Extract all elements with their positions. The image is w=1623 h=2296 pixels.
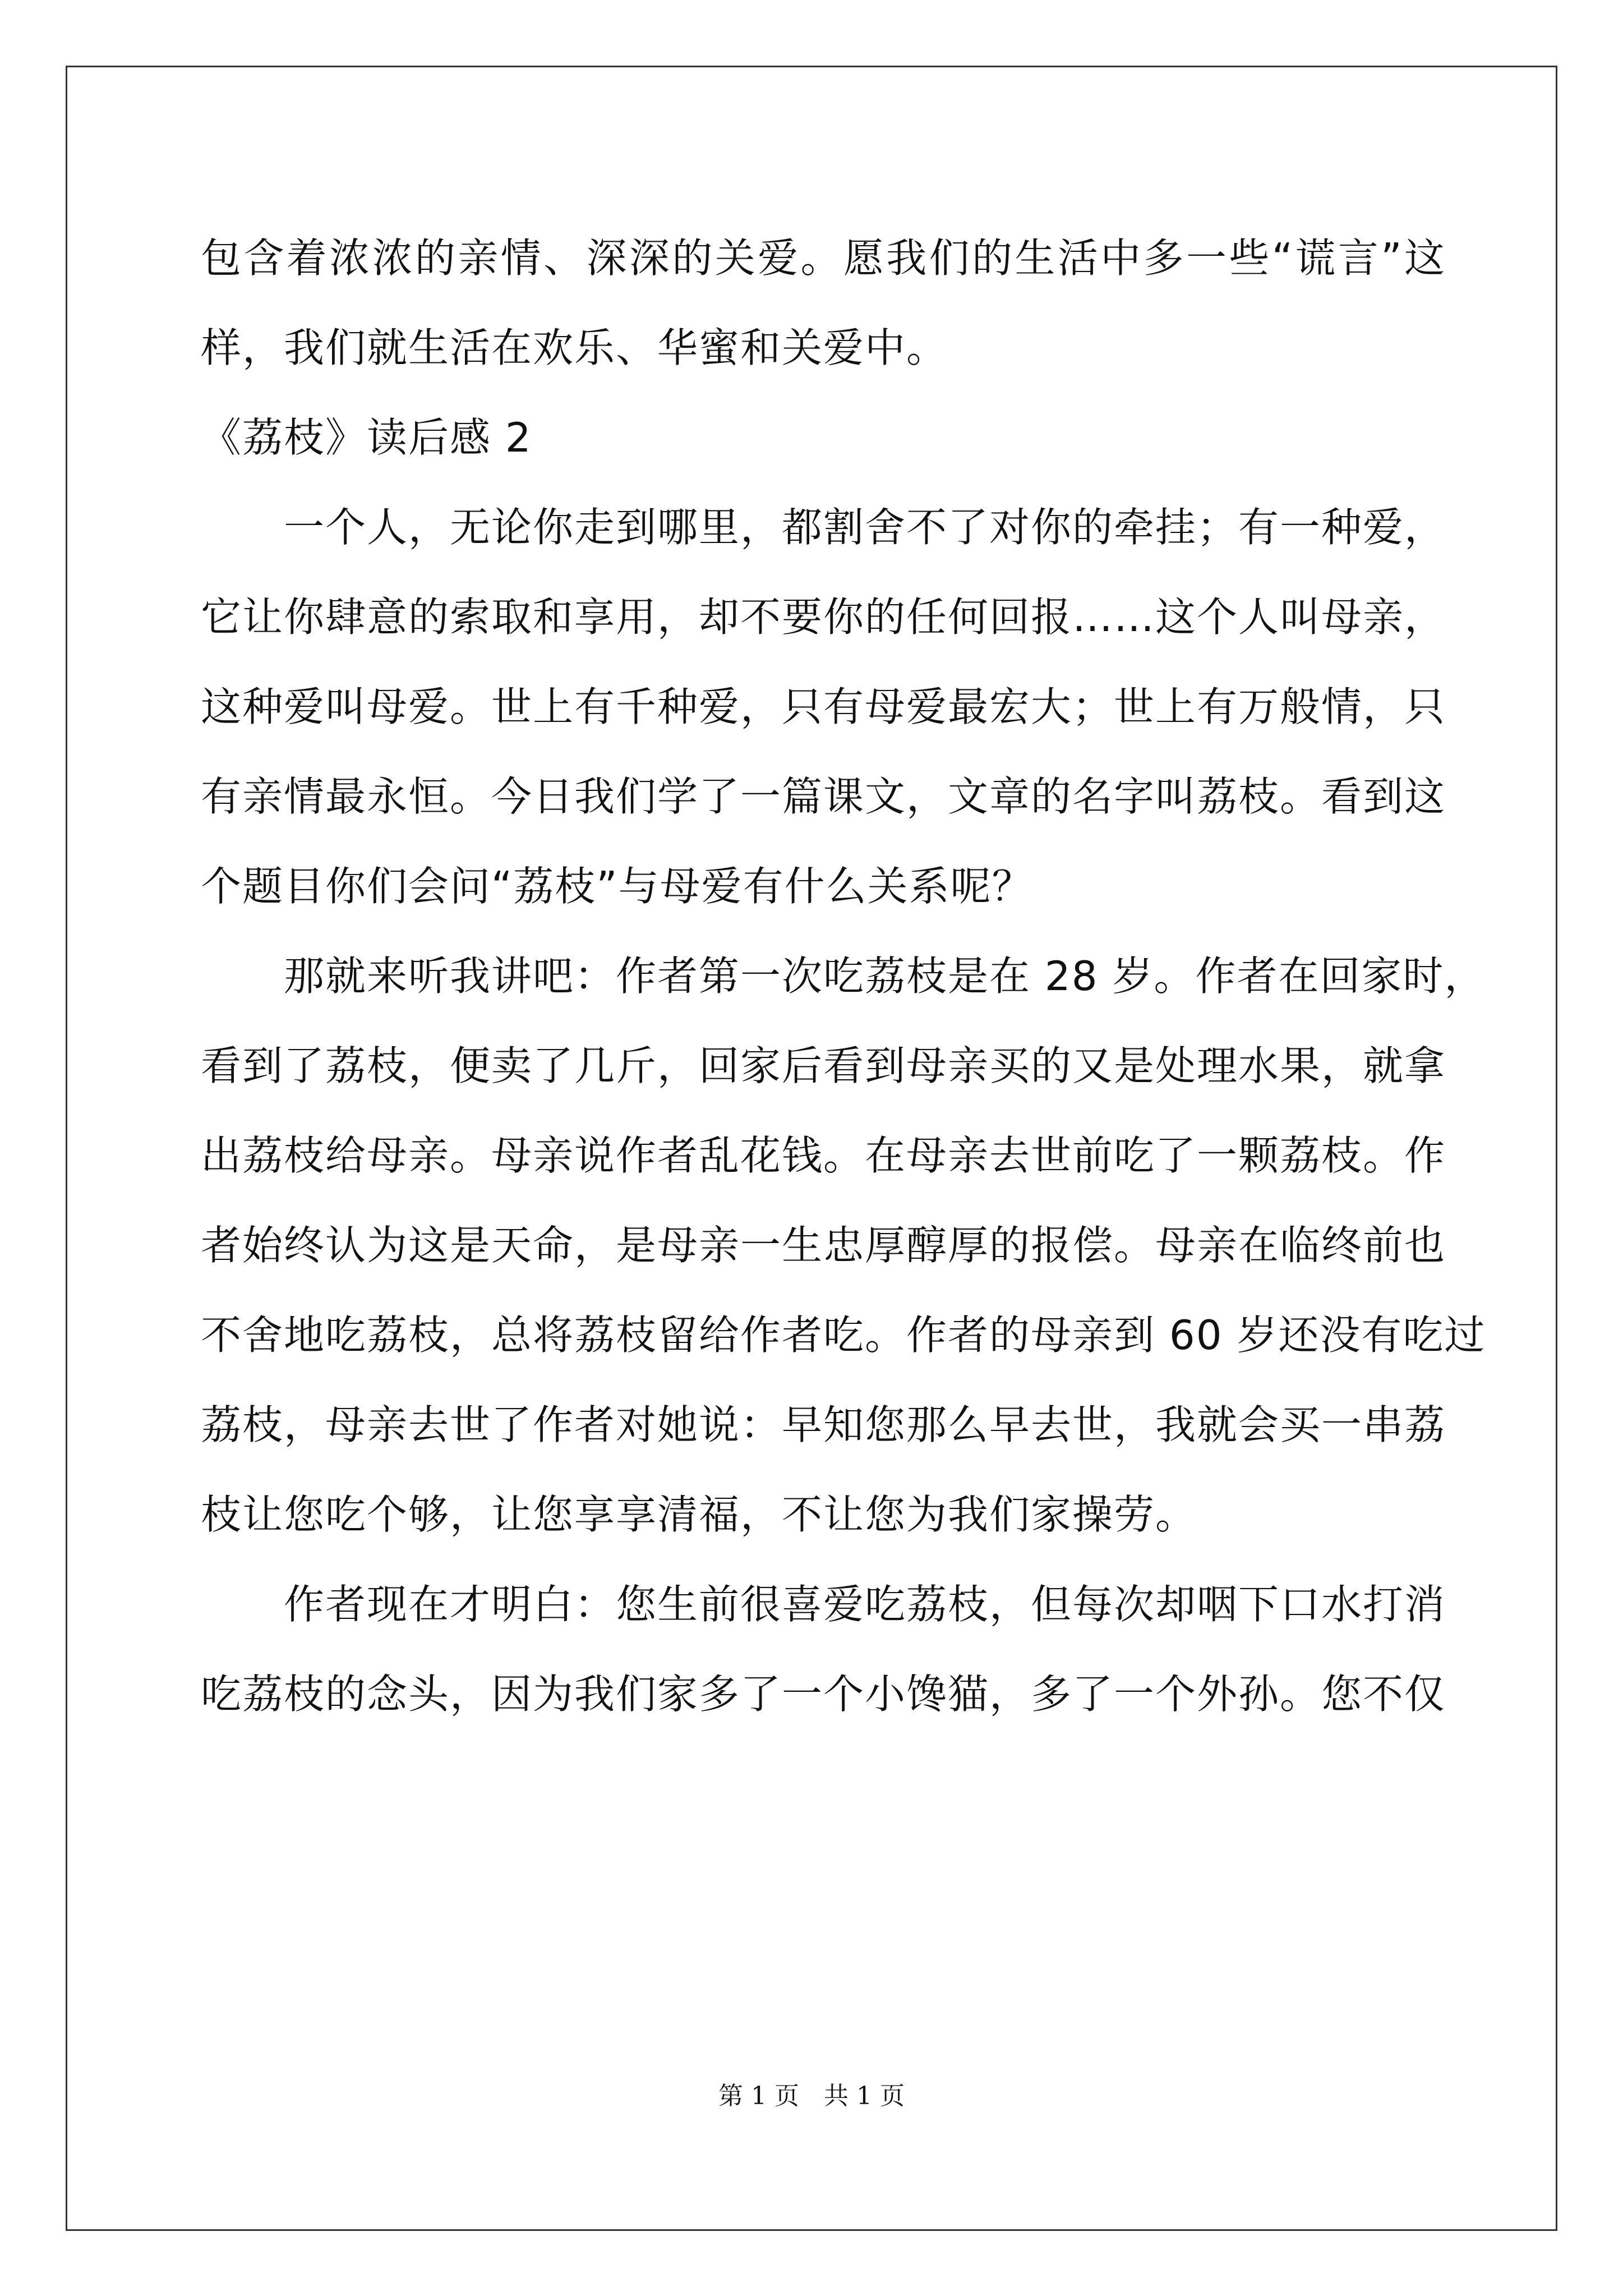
text-line: 个题目你们会问“荔枝”与母爱有什么关系呢？ [201,863,1034,910]
text-line: 者始终认为这是天命，是母亲一生忠厚醇厚的报偿。母亲在临终前也 [201,1222,1446,1269]
text-line: 枝让您吃个够，让您享享清福，不让您为我们家操劳。 [201,1491,1197,1538]
text-line: 吃荔枝的念头，因为我们家多了一个小馋猫，多了一个外孙。您不仅 [201,1671,1446,1718]
text-line: 看到了荔枝，便卖了几斤，回家后看到母亲买的又是处理水果，就拿 [201,1042,1446,1089]
page-number-footer: 第 1 页 共 1 页 [718,2082,905,2110]
text-line: 作者现在才明白：您生前很喜爱吃荔枝，但每次却咽下口水打消 [201,1581,1446,1628]
text-line: 那就来听我讲吧：作者第一次吃荔枝是在 28 岁。作者在回家时， [201,953,1486,1000]
text-line: 包含着浓浓的亲情、深深的关爱。愿我们的生活中多一些“谎言”这 [201,234,1446,282]
section-heading: 《荔枝》读后感 2 [201,414,532,461]
document-body [201,213,1486,1739]
text-line: 不舍地吃荔枝，总将荔枝留给作者吃。作者的母亲到 60 岁还没有吃过 [201,1312,1486,1359]
text-line: 出荔枝给母亲。母亲说作者乱花钱。在母亲去世前吃了一颗荔枝。作 [201,1132,1446,1179]
text-line: 荔枝，母亲去世了作者对她说：早知您那么早去世，我就会买一串荔 [201,1401,1446,1448]
text-line: 这种爱叫母爱。世上有千种爱，只有母爱最宏大；世上有万般情，只 [201,683,1446,730]
text-line: 它让你肆意的索取和享用，却不要你的任何回报……这个人叫母亲， [201,593,1446,641]
text-line: 一个人，无论你走到哪里，都割舍不了对你的牵挂；有一种爱， [201,504,1446,551]
text-line: 有亲情最永恒。今日我们学了一篇课文，文章的名字叫荔枝。看到这 [201,773,1446,820]
text-line: 样，我们就生活在欢乐、华蜜和关爱中。 [201,324,948,371]
